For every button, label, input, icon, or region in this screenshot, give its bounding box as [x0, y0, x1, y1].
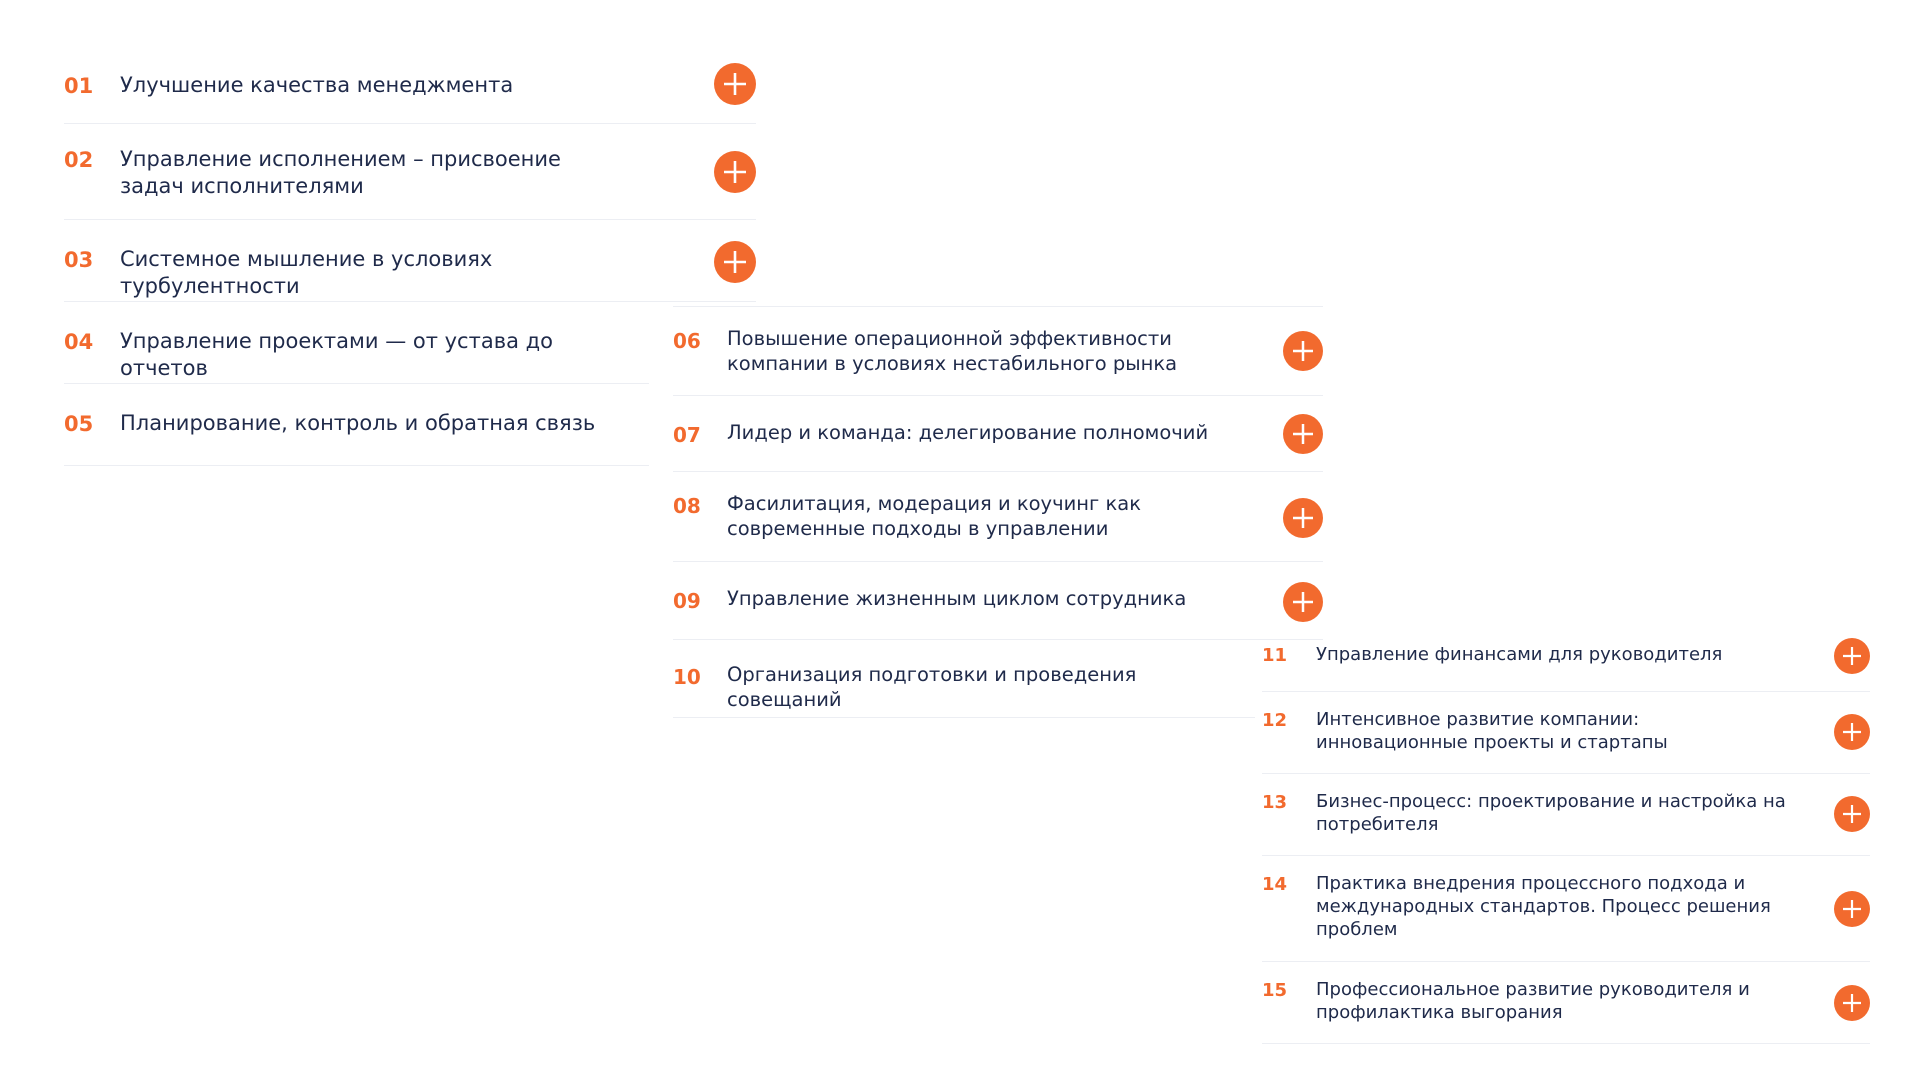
item-title: Фасилитация, модерация и коучинг как современные подходы в управлении	[727, 492, 1141, 540]
item-title: Профессиональное развитие руководителя и профилактика выгорания	[1316, 979, 1750, 1024]
plus-icon[interactable]	[1283, 498, 1323, 538]
item-number: 01	[64, 74, 94, 98]
plus-icon[interactable]	[1834, 985, 1870, 1021]
item-number: 03	[64, 248, 94, 272]
item-title: Повышение операционной эффективности компании в условиях нестабильного рынка	[727, 327, 1178, 375]
item-title: Управление финансами для руководителя	[1316, 644, 1723, 665]
plus-icon[interactable]	[1834, 891, 1870, 927]
list-item[interactable]	[64, 302, 649, 384]
item-number: 02	[64, 148, 94, 172]
item-number: 04	[64, 330, 94, 354]
item-number: 14	[1262, 874, 1288, 895]
item-title: Управление исполнением – присвоение задач исполнителями	[120, 147, 561, 198]
item-number: 05	[64, 412, 94, 436]
list-item[interactable]	[64, 384, 649, 466]
plus-icon[interactable]	[1283, 582, 1323, 622]
item-number: 07	[673, 423, 701, 447]
plus-icon[interactable]	[714, 241, 756, 283]
list-item[interactable]	[1262, 692, 1870, 774]
item-title: Системное мышление в условиях турбулентности	[120, 247, 493, 298]
list-item[interactable]	[64, 52, 756, 124]
item-title: Практика внедрения процессного подхода и международных стандартов. Процесс решения проблем	[1316, 873, 1771, 941]
item-number: 12	[1262, 710, 1288, 731]
list-item[interactable]	[673, 472, 1323, 562]
item-number: 10	[673, 665, 701, 689]
item-title: Бизнес-процесс: проектирование и настройка на потребителя	[1316, 791, 1786, 836]
list-item[interactable]	[673, 640, 1255, 718]
item-title: Интенсивное развитие компании: инновационные проекты и стартапы	[1316, 709, 1668, 754]
list-item[interactable]	[1262, 856, 1870, 962]
item-title: Лидер и команда: делегирование полномочий	[727, 421, 1209, 444]
plus-icon[interactable]	[1283, 331, 1323, 371]
list-item[interactable]	[673, 562, 1323, 640]
item-title: Улучшение качества менеджмента	[120, 73, 514, 97]
plus-icon[interactable]	[714, 151, 756, 193]
plus-icon[interactable]	[714, 63, 756, 105]
item-number: 15	[1262, 980, 1288, 1001]
item-title: Организация подготовки и проведения совещаний	[727, 663, 1137, 711]
item-number: 08	[673, 494, 701, 518]
item-title: Управление проектами — от устава до отчетов	[120, 329, 553, 380]
list-item[interactable]	[1262, 774, 1870, 856]
list-item[interactable]	[1262, 962, 1870, 1044]
item-number: 11	[1262, 645, 1288, 666]
plus-icon[interactable]	[1834, 796, 1870, 832]
item-title: Планирование, контроль и обратная связь	[120, 411, 596, 435]
plus-icon[interactable]	[1834, 638, 1870, 674]
item-number: 09	[673, 589, 701, 613]
item-number: 13	[1262, 792, 1288, 813]
list-item[interactable]	[64, 220, 756, 302]
list-item[interactable]	[64, 124, 756, 220]
list-item[interactable]	[673, 306, 1323, 396]
list-item[interactable]	[673, 396, 1323, 472]
list-item[interactable]	[1262, 620, 1870, 692]
item-title: Управление жизненным циклом сотрудника	[727, 587, 1187, 610]
plus-icon[interactable]	[1834, 714, 1870, 750]
plus-icon[interactable]	[1283, 414, 1323, 454]
item-number: 06	[673, 329, 701, 353]
